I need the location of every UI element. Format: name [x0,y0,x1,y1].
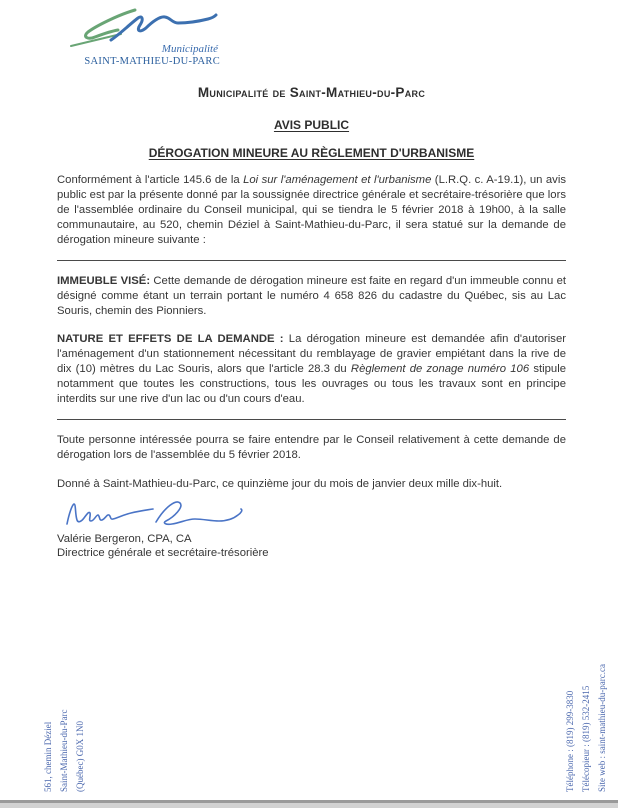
intro-paragraph: Conformément à l'article 145.6 de la Loi sur l'aménagement et l'urbanisme (L.R.Q. c. A-19.1), un avis public est par la présente donné par la soussignée directrice générale et secrétaire-trésorière que lors de l'assemblée ordinaire du Conseil municipal, qui se tiendra le 5 février 2018 à 19h00, à la salle communautaire, au 520, chemin Déziel à Saint-Mathieu-du-Parc, il sera statué sur la demande de dérogation mineure suivante : [57,174,566,246]
nature-effets-paragraph: NATURE ET EFFETS DE LA DEMANDE : La dérogation mineure est demandée afin d'autoriser l'aménagement d'un stationnement nécessitant du remblayage de gravier empiétant dans la rive de dix (10) mètres du Lac Souris, alors que l'article 28.3 du Règlement de zonage numéro 106 stipule notamment que toutes les constructions, tous les ouvrages ou tous les travaux sont en principe interdits sur une rive d'un lac ou d'un cours d'eau. [57,333,566,405]
section-divider-bottom [57,419,566,420]
footer-address [40,710,88,792]
scan-edge-strip [0,800,618,808]
footer-phone: Téléphone : (819) 299-3830 [565,690,575,792]
footer-website: Site web : saint-mathieu-du-parc.ca [597,664,607,792]
issued-paragraph: Donné à Saint-Mathieu-du-Parc, ce quinzième jour du mois de janvier deux mille dix-huit. [57,478,503,490]
signatory-title: Directrice générale et secrétaire-trésorière [57,547,269,559]
audience-paragraph: Toute personne intéressée pourra se faire entendre par le Conseil relativement à cette demande de dérogation lors de l'assemblée du 5 février 2018. [57,434,566,461]
footer-fax: Télécopieur : (819) 532-2415 [581,685,591,792]
notice-content [57,0,566,560]
scan-edge-light-line [0,803,618,808]
handwritten-signature-icon [59,498,254,536]
notice-label-text: AVIS PUBLIC [273,118,350,132]
footer-address-line: (Québec) G0X 1N0 [75,721,85,792]
document-title: Municipalité de Saint-Mathieu-du-Parc [197,85,426,100]
subject-text: DÉROGATION MINEURE AU RÈGLEMENT D'URBANISME [148,146,475,160]
logo-municipality-name: SAINT-MATHIEU-DU-PARC [84,56,220,67]
notice-label-heading [57,118,566,132]
footer-address-line: Saint-Mathieu-du-Parc [59,709,69,792]
subject-heading [57,146,566,160]
immeuble-vise-paragraph: IMMEUBLE VISÉ: Cette demande de dérogation mineure est faite en regard d'un immeuble connu et désigné comme étant un terrain portant le numéro 4 658 826 du cadastre du Québec, sis au Lac Souris, chemin des Pionniers. [57,275,566,317]
footer-contact [562,664,610,792]
signatory-name: Valérie Bergeron, CPA, CA [57,533,192,545]
signature-block [57,498,566,560]
section-divider-top [57,260,566,261]
logo-municipality-label: Municipalité [161,43,218,55]
footer-address-line: 561, chemin Déziel [43,721,53,792]
